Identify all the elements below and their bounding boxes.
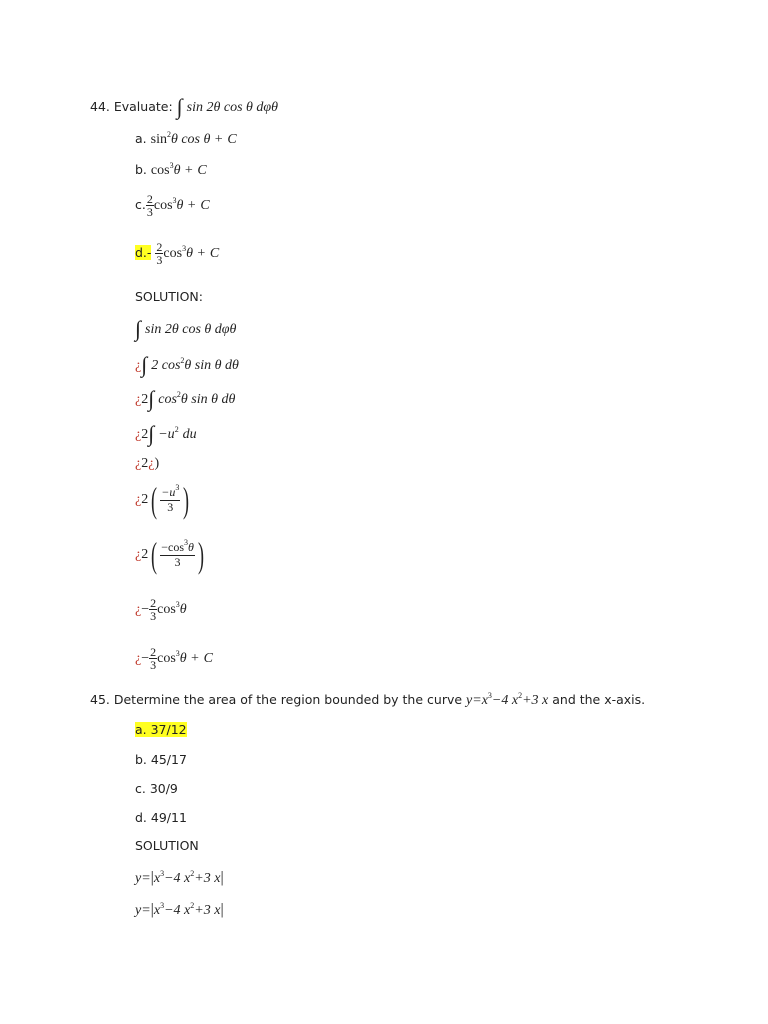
q44-step-9: ¿− $\frac{2}{3}$ $\cos^3\theta + C$ bbox=[135, 645, 213, 672]
q45-label: 45. Determine the area of the region bounded by the curve bbox=[90, 692, 463, 707]
fraction: $\frac{2}{3}$ bbox=[156, 240, 163, 267]
q45-option-d[interactable]: d. 49/11 bbox=[135, 810, 187, 825]
q44-step-7: ¿2( $\frac{-\cos^3\theta}{3}$ ) bbox=[135, 534, 204, 575]
q45-solution-label: SOLUTION bbox=[135, 838, 199, 853]
q45-step-1: $y=|x^3-4$ $x^2+3$ x| bbox=[135, 869, 224, 886]
q44-step-4: ¿$2\int -u^2$ du bbox=[135, 421, 197, 446]
q44-step-6: ¿2( $\frac{-u^3}{3}$ ) bbox=[135, 479, 190, 520]
q44-step-2: ¿∫ 2 $\cos^2\theta$ sin θ dθ bbox=[135, 352, 239, 377]
q45-step-2: $y=|x^3-4$ $x^2+3$ x| bbox=[135, 901, 224, 918]
integral-icon: ∫ bbox=[176, 94, 183, 119]
q44-step-8: ¿− $\frac{2}{3}$ $\cos^3\theta$ bbox=[135, 596, 187, 623]
q45-option-c[interactable]: c. 30/9 bbox=[135, 781, 178, 796]
q44-option-d-correct[interactable]: d.- $\frac{2}{3}$ $\cos^3\theta + C$ bbox=[135, 240, 220, 267]
q44-option-b[interactable]: b. $\cos^3\theta + C$ bbox=[135, 161, 207, 178]
q45-option-a-correct[interactable] bbox=[135, 722, 187, 738]
answer-highlight: d.- bbox=[135, 245, 152, 260]
integral-icon: ∫ bbox=[141, 352, 148, 377]
integral-icon: ∫ bbox=[148, 421, 155, 446]
integral-icon: ∫ bbox=[148, 386, 155, 411]
integral-icon: ∫ bbox=[135, 316, 142, 341]
q44-prompt bbox=[90, 94, 279, 119]
q44-step-1: ∫ sin 2θ cos θ dφθ bbox=[135, 316, 237, 341]
q44-option-c[interactable]: c. $\frac{2}{3}$ $\cos^3\theta + C$ bbox=[135, 192, 210, 219]
fraction: $\frac{-\cos^3\theta}{3}$ bbox=[161, 538, 194, 569]
q44-option-a[interactable]: a. $\sin^2\theta$ cos θ + C bbox=[135, 130, 237, 147]
fraction: $\frac{-u^3}{3}$ bbox=[161, 483, 180, 514]
q44-integrand: sin 2θ cos θ dφθ bbox=[186, 100, 279, 115]
fraction: $\frac{2}{3}$ bbox=[150, 645, 157, 672]
q44-step-3: ¿2∫ $\cos^2\theta$ sin θ dθ bbox=[135, 386, 236, 411]
q44-label: 44. Evaluate: bbox=[90, 99, 173, 114]
fraction: $\frac{2}{3}$ bbox=[150, 596, 157, 623]
q45-option-b[interactable]: b. 45/17 bbox=[135, 752, 187, 767]
answer-highlight: a. 37/12 bbox=[135, 722, 187, 737]
fraction: $\frac{2}{3}$ bbox=[146, 192, 153, 219]
q44-solution-label: SOLUTION: bbox=[135, 289, 203, 304]
q44-step-5: ¿2¿) bbox=[135, 456, 160, 471]
q45-prompt: 45. Determine the area of the region bounded by the curve $y=x^3-4$ $x^2+3$ x and the x-axis. bbox=[90, 691, 646, 708]
